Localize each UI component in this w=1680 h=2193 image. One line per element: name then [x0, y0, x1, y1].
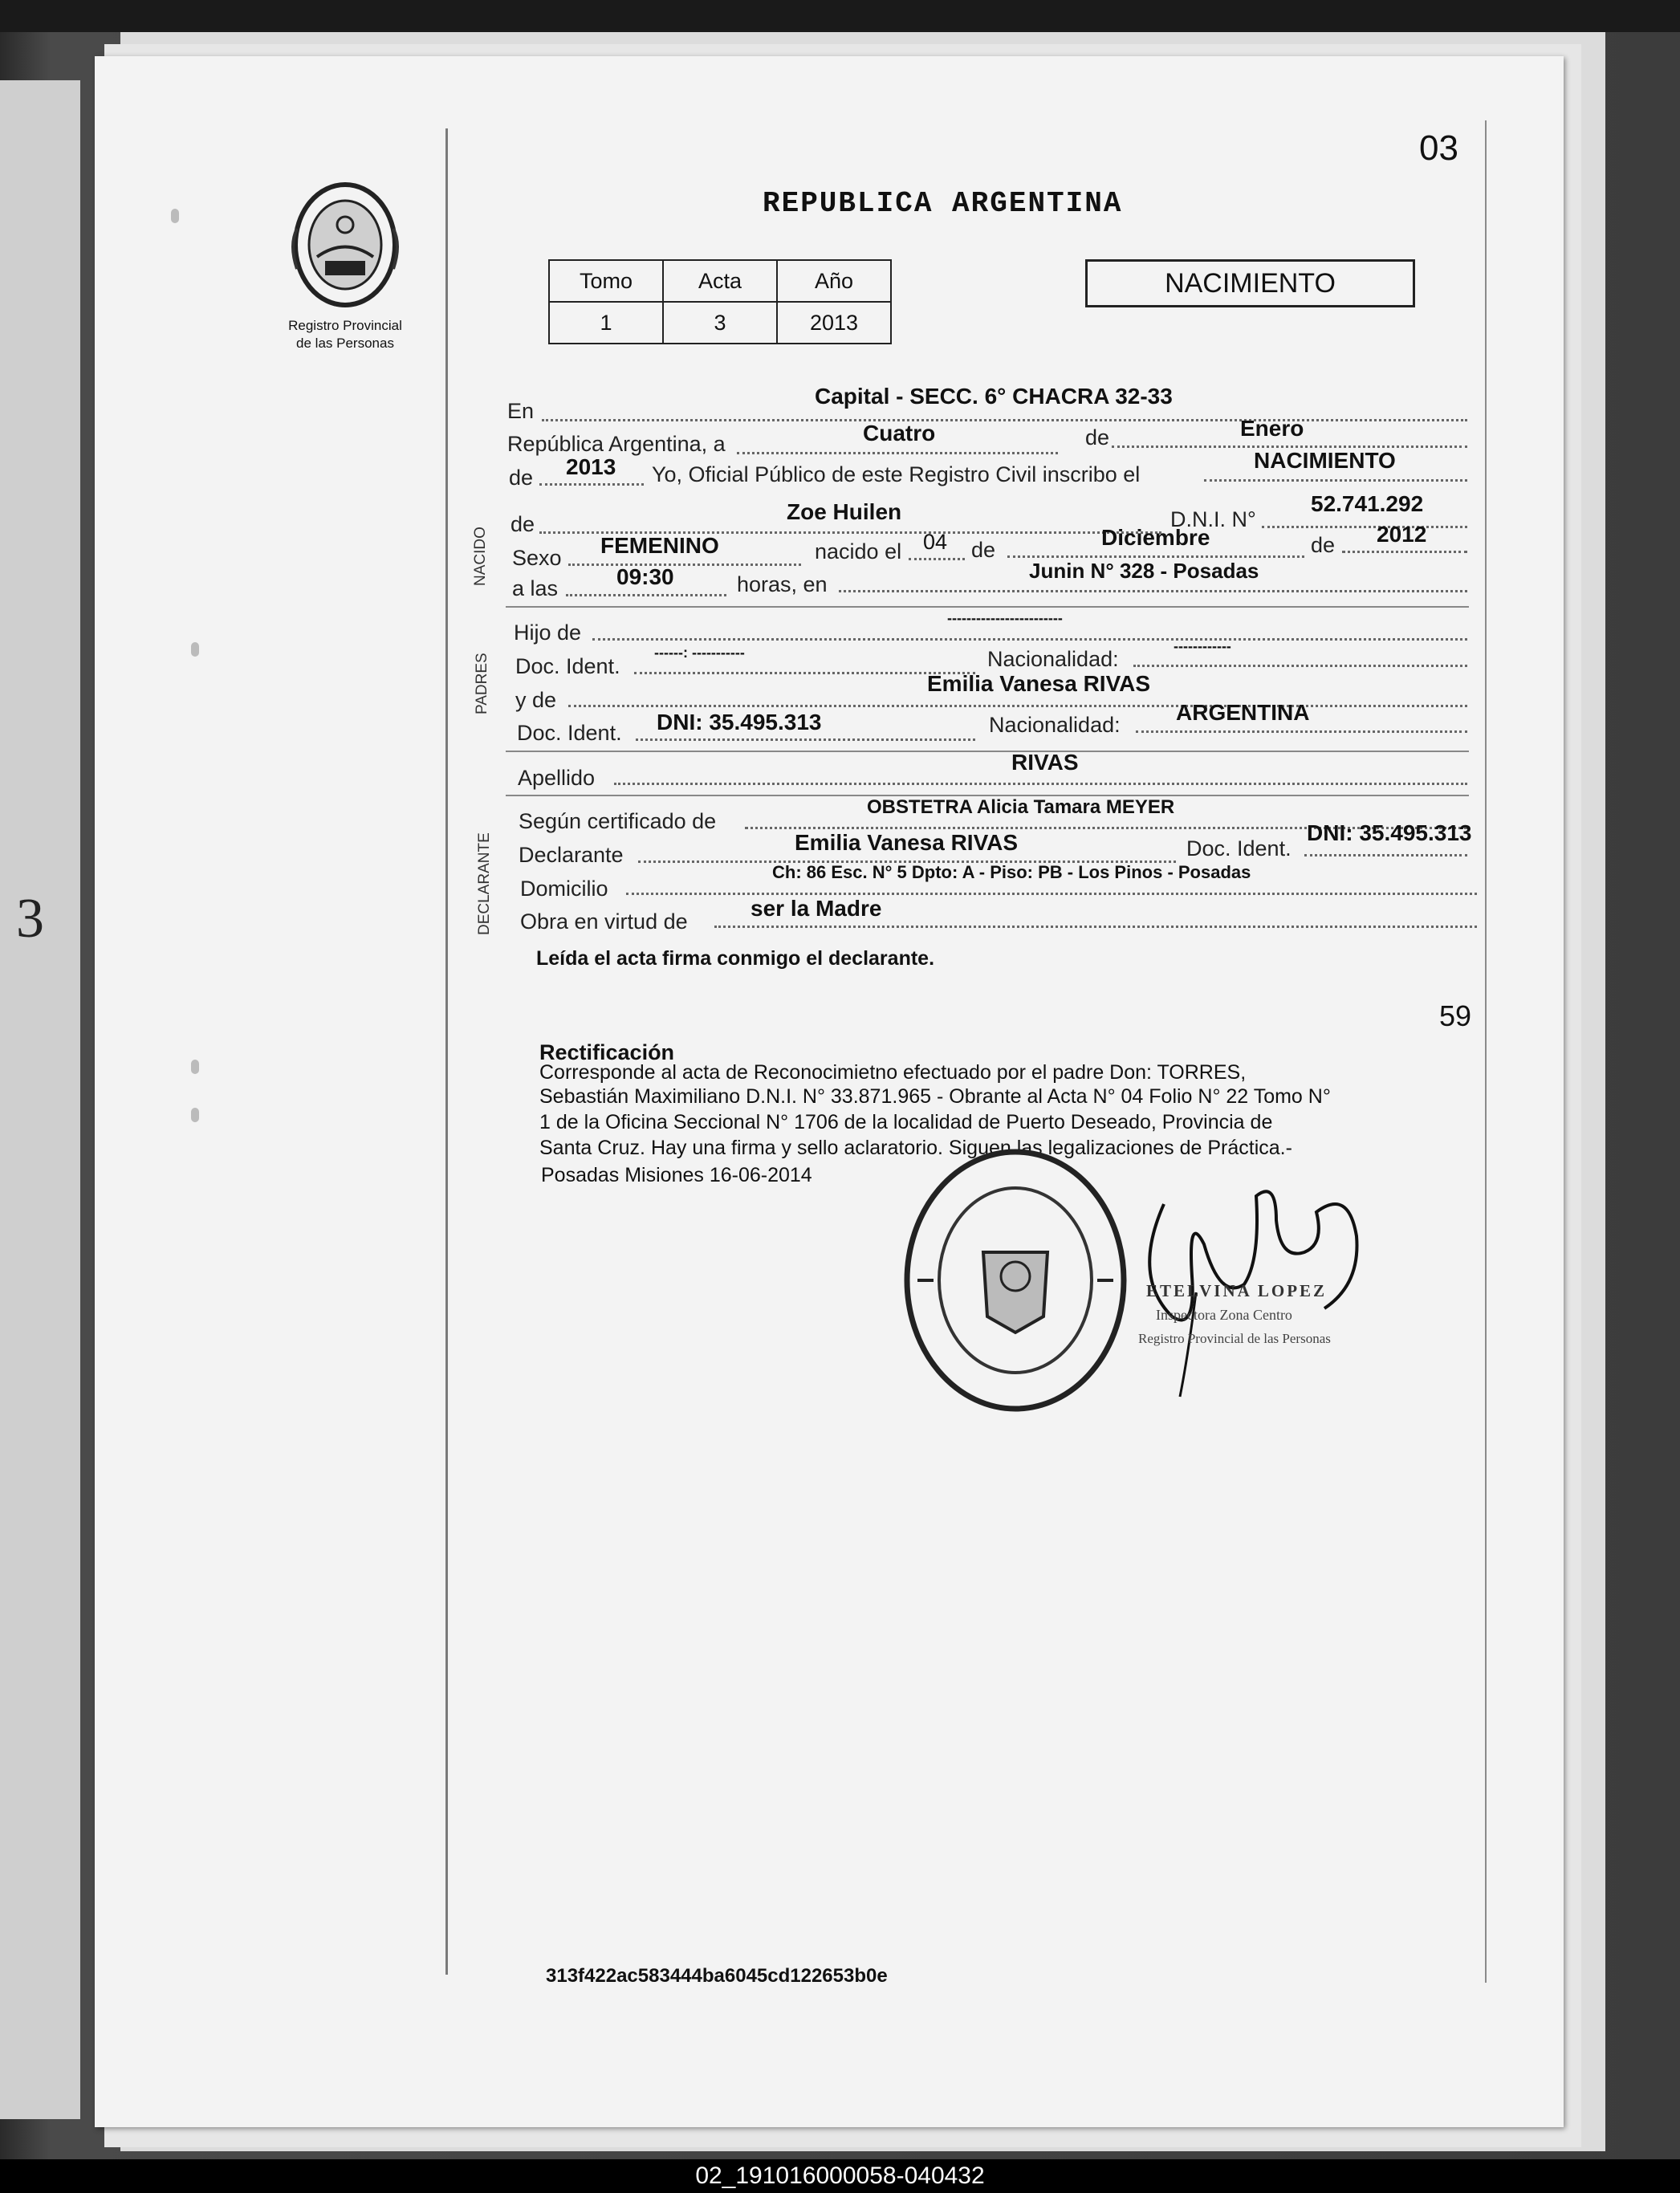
rectificacion-title: Rectificación: [539, 1040, 675, 1064]
fill-line: [1007, 555, 1304, 558]
header-tomo: Tomo: [549, 260, 663, 302]
segun-label: Según certificado de: [519, 809, 717, 833]
nacido-de-label: de: [511, 512, 535, 536]
fill-line: [1342, 551, 1467, 553]
madre-nacionalidad-label: Nacionalidad:: [989, 713, 1121, 737]
section-label-declarante: DECLARANTE: [476, 832, 493, 935]
header-anio: Año: [777, 260, 891, 302]
margin-line-right: [1485, 120, 1487, 1983]
dni-label: D.N.I. N°: [1170, 507, 1256, 531]
margin-line-left: [445, 128, 448, 1975]
declarante-nombre: Emilia Vanesa RIVAS: [795, 830, 1019, 855]
document-hash: 313f422ac583444ba6045cd122653b0e: [546, 1965, 888, 1987]
nacido-nombre: Zoe Huilen: [787, 499, 902, 524]
hijo-de-label: Hijo de: [514, 620, 582, 645]
header-acta: Acta: [663, 260, 777, 302]
section-divider: [506, 606, 1469, 608]
fill-line: [542, 419, 1467, 421]
document-title: REPUBLICA ARGENTINA: [763, 187, 1123, 220]
fill-line: [1304, 854, 1467, 856]
certificado-value: OBSTETRA Alicia Tamara MEYER: [867, 796, 1175, 818]
intro-dia: Cuatro: [863, 421, 936, 446]
de-label: de: [1085, 425, 1110, 450]
obra-label: Obra en virtud de: [520, 909, 688, 934]
punch-mark: [191, 1108, 199, 1122]
intro-anio: 2013: [566, 454, 616, 479]
value-anio: 2013: [777, 302, 891, 344]
en-label: En: [507, 399, 535, 423]
obra-value: ser la Madre: [751, 896, 882, 921]
intro-inscribo: NACIMIENTO: [1254, 448, 1396, 473]
madre-nombre: Emilia Vanesa RIVAS: [927, 671, 1151, 696]
fill-line: [592, 638, 1467, 641]
record-type-box: NACIMIENTO: [1085, 259, 1415, 307]
sexo-label: Sexo: [512, 546, 562, 570]
domicilio-label: Domicilio: [520, 877, 608, 901]
intro-mes: Enero: [1240, 416, 1304, 441]
padre-doc: ------: -----------: [654, 645, 745, 661]
nacido-anio: 2012: [1377, 522, 1427, 547]
left-margin-mark: 3: [16, 888, 44, 950]
fill-line: [568, 705, 1467, 707]
page-number: 03: [1419, 128, 1458, 168]
signature-name: ETELVINA LOPEZ: [1146, 1281, 1328, 1300]
logo-caption-line1: Registro Provincial: [288, 318, 402, 333]
a-las-label: a las: [512, 576, 559, 600]
punch-mark: [191, 1060, 199, 1074]
fill-line: [566, 594, 726, 596]
rectificacion-line-3: 1 de la Oficina Seccional N° 1706 de la localidad de Puerto Deseado, Provincia de: [539, 1111, 1273, 1133]
fill-line: [909, 558, 965, 560]
nacido-dia: 04: [923, 530, 948, 554]
madre-nacionalidad: ARGENTINA: [1176, 700, 1310, 725]
rectificacion-line-1: Corresponde al acta de Reconocimietno efectuado por el padre Don: TORRES,: [539, 1061, 1247, 1084]
value-acta: 3: [663, 302, 777, 344]
nacido-de-label-anio: de: [1311, 533, 1336, 557]
section-divider: [506, 751, 1469, 752]
declarante-doc-label: Doc. Ident.: [1186, 836, 1292, 861]
logo-caption-line2: de las Personas: [296, 336, 394, 351]
republica-label: República Argentina, a: [507, 432, 726, 456]
horas-en-label: horas, en: [737, 572, 828, 596]
apellido-label: Apellido: [518, 766, 596, 790]
nacido-dni: 52.741.292: [1311, 491, 1424, 516]
fill-line: [1136, 730, 1467, 733]
madre-doc-label: Doc. Ident.: [517, 721, 622, 745]
de-label-2: de: [509, 466, 534, 490]
signature-org: Registro Provincial de las Personas: [1138, 1331, 1331, 1346]
intro-lugar: Capital - SECC. 6° CHACRA 32-33: [815, 384, 1173, 409]
declarante-doc: DNI: 35.495.313: [1307, 820, 1472, 845]
nacido-hora: 09:30: [616, 564, 674, 589]
section-label-nacido: NACIDO: [472, 527, 489, 586]
nacido-sexo: FEMENINO: [600, 533, 719, 558]
fill-line: [1133, 665, 1467, 667]
rectificacion-line-4: Santa Cruz. Hay una firma y sello aclaratorio. Siguen las legalizaciones de Práctica.-: [539, 1137, 1292, 1159]
nacido-el-label: nacido el: [815, 539, 902, 564]
madre-doc: DNI: 35.495.313: [657, 710, 822, 734]
padre-nacionalidad: ------------: [1174, 638, 1231, 654]
punch-mark: [191, 642, 199, 657]
left-binder-strip: [0, 80, 80, 2119]
province-seal-logo: [281, 181, 409, 309]
fill-line: [568, 564, 801, 566]
fill-line: [839, 590, 1467, 592]
section-label-padres: PADRES: [474, 653, 490, 714]
tomo-acta-anio-table: [548, 259, 892, 344]
fill-line: [1204, 479, 1467, 482]
footer-id: 02_191016000058-040432: [695, 2162, 985, 2189]
fill-line: [539, 483, 644, 486]
value-tomo: 1: [549, 302, 663, 344]
signature-role: Inspectora Zona Centro: [1156, 1307, 1292, 1323]
fill-line: [634, 672, 975, 674]
fill-line: [714, 926, 1477, 928]
nacido-lugar: Junin N° 328 - Posadas: [1029, 559, 1259, 583]
nacido-mes: Diciembre: [1101, 525, 1210, 550]
leida-text: Leída el acta firma conmigo el declarante.: [536, 947, 935, 970]
padre-nacionalidad-label: Nacionalidad:: [987, 647, 1119, 671]
y-de-label: y de: [515, 688, 557, 712]
padre-doc-label: Doc. Ident.: [515, 654, 620, 678]
nacido-de-label-mes: de: [971, 538, 996, 562]
oficial-text: Yo, Oficial Público de este Registro Civil inscribo el: [652, 462, 1141, 486]
declarante-label: Declarante: [519, 843, 624, 867]
punch-mark: [171, 209, 179, 223]
official-stamp: [895, 1088, 1136, 1441]
background-top-edge: [0, 0, 1680, 32]
fill-line: [614, 783, 1467, 785]
folio-number: 59: [1439, 999, 1472, 1032]
fill-line: [636, 738, 975, 741]
apellido-value: RIVAS: [1011, 750, 1079, 775]
rectificacion-line-2: Sebastián Maximiliano D.N.I. N° 33.871.965 - Obrante al Acta N° 04 Folio N° 22 Tomo N°: [539, 1085, 1331, 1108]
padre-nombre: ------------------------: [947, 610, 1063, 626]
domicilio-value: Ch: 86 Esc. N° 5 Dpto: A - Piso: PB - Los Pinos - Posadas: [772, 862, 1251, 882]
rectificacion-line-5: Posadas Misiones 16-06-2014: [541, 1164, 812, 1186]
fill-line: [1262, 526, 1467, 528]
fill-line: [737, 452, 1058, 454]
fill-line: [626, 893, 1477, 895]
